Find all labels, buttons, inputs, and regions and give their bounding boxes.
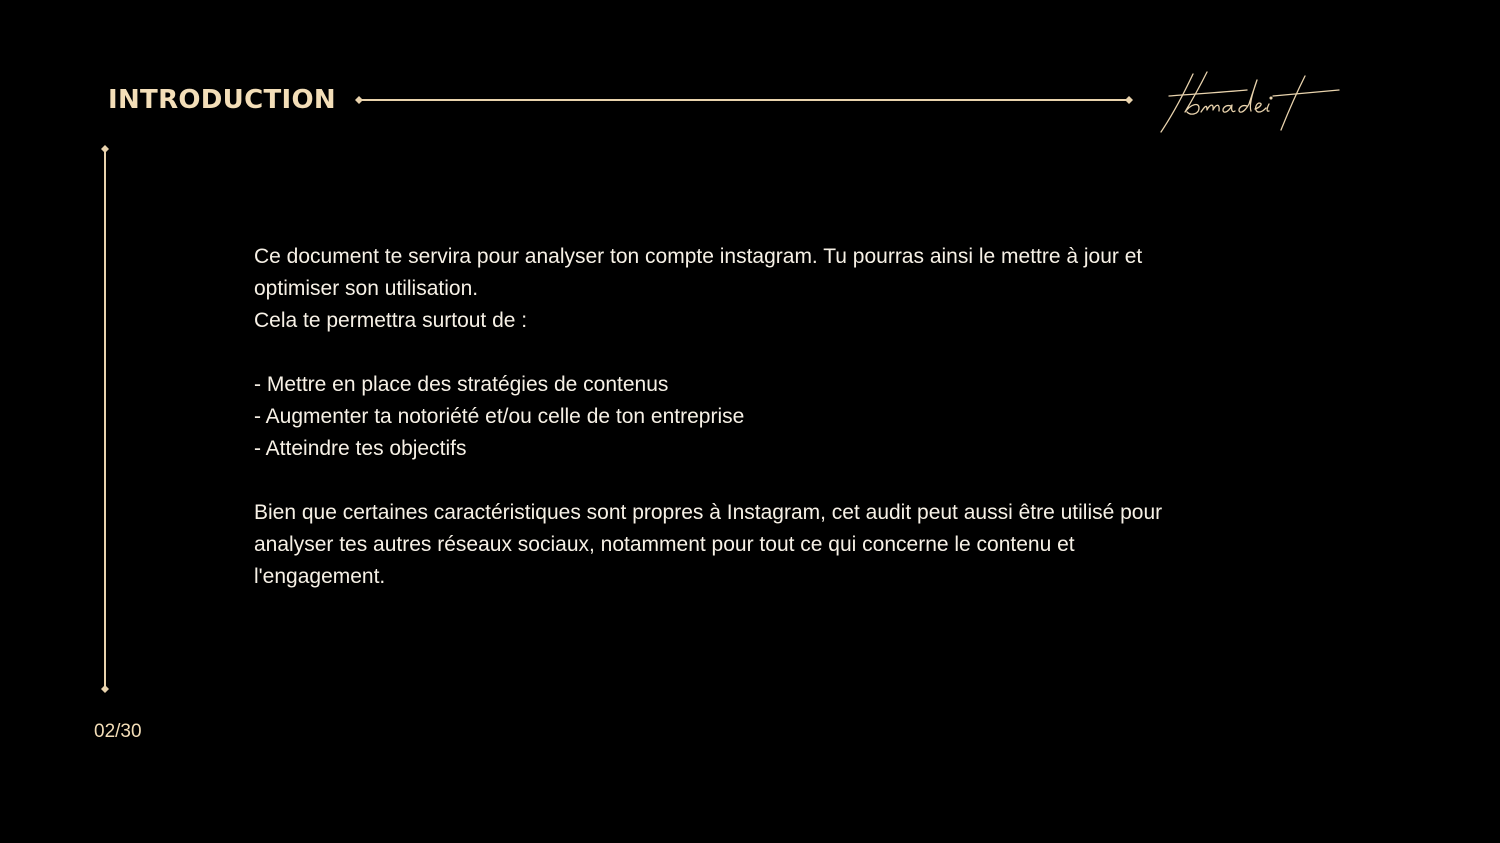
spacer	[254, 337, 1204, 369]
vertical-top-diamond	[101, 145, 109, 153]
divider-left-diamond	[355, 96, 363, 104]
list-item: - Mettre en place des stratégies de contenus	[254, 373, 669, 396]
page-number: 02/30	[94, 721, 142, 742]
vertical-bottom-diamond	[101, 685, 109, 693]
intro-paragraph: Ce document te servira pour analyser ton compte instagram. Tu pourras ainsi le mettre à jour et optimiser son utilisation.	[254, 245, 1143, 300]
intro-body	[254, 241, 1204, 593]
divider-right-diamond	[1125, 96, 1133, 104]
section-title: INTRODUCTION	[108, 85, 336, 115]
signature-logo	[1155, 66, 1345, 138]
list-item: - Augmenter ta notoriété et/ou celle de ton entreprise	[254, 405, 745, 428]
list-item: - Atteindre tes objectifs	[254, 437, 467, 460]
spacer	[254, 465, 1204, 497]
intro-lead-in: Cela te permettra surtout de :	[254, 309, 528, 332]
closing-paragraph: Bien que certaines caractéristiques sont propres à Instagram, cet audit peut aussi être utilisé pour analyser tes autres réseaux sociaux, notamment pour tout ce qui concerne le contenu et l'engagement.	[254, 501, 1163, 588]
